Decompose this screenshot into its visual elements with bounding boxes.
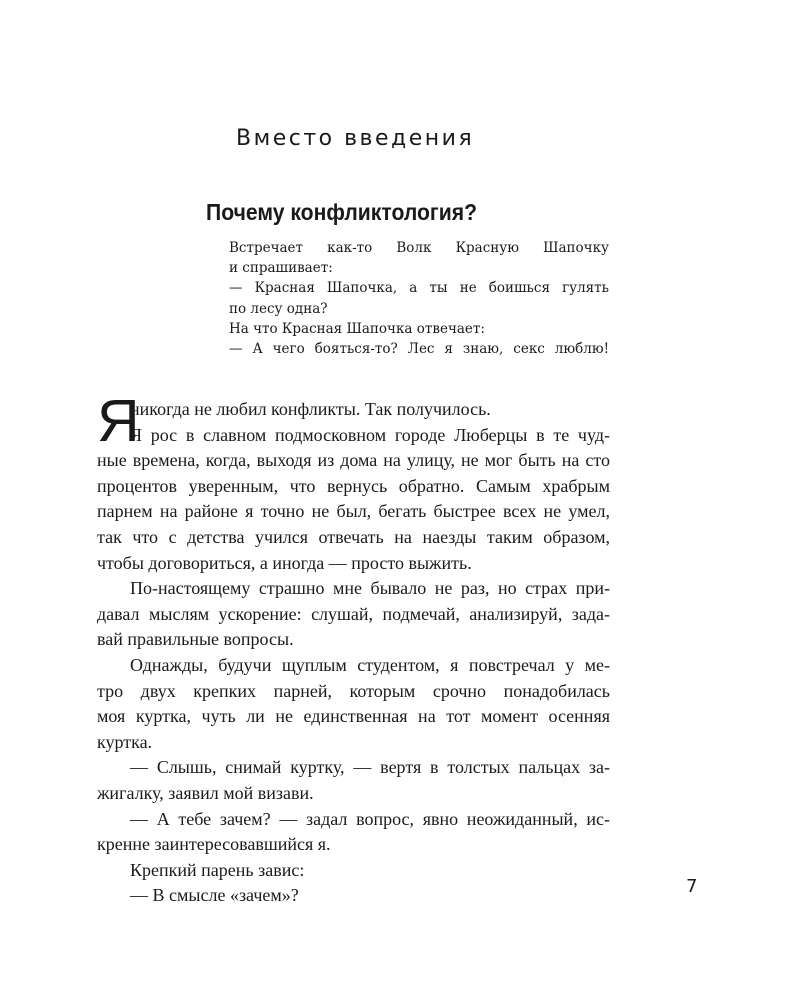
body-line: По-настоящему страшно мне бывало не раз, но страх при-	[130, 578, 610, 599]
page-number: 7	[686, 876, 698, 897]
body-line: куртка.	[97, 731, 153, 752]
drop-cap: Я	[97, 388, 140, 454]
body-line: вай правильные вопросы.	[97, 629, 294, 650]
body-line: — А тебе зачем? — задал вопрос, явно неожиданный, ис-	[130, 808, 610, 829]
epigraph-line: Встречает как-то Волк Красную Шапочку	[229, 240, 609, 256]
epigraph-line: и спрашивает:	[229, 260, 333, 277]
section-title: Почему конфликтология?	[206, 199, 477, 225]
body-line: ные времена, когда, выходя из дома на улицу, не мог быть на сто	[97, 450, 610, 471]
body-line: давал мыслям ускорение: слушай, подмечай, анализируй, зада-	[97, 603, 610, 624]
body-line: — Слышь, снимай куртку, — вертя в толстых пальцах за-	[130, 757, 610, 778]
epigraph	[229, 238, 609, 359]
body-line: моя куртка, чуть ли не единственная на тот момент осенняя	[97, 706, 610, 727]
epigraph-line: по лесу одна?	[229, 300, 328, 317]
body-line: кренне заинтересовавшийся я.	[97, 834, 331, 855]
body-line: никогда не любил конфликты. Так получилось.	[130, 399, 491, 419]
chapter-title: Вместо введения	[236, 126, 475, 151]
epigraph-line: — Красная Шапочка, а ты не боишься гулять	[229, 280, 609, 297]
body-line: Однажды, будучи щуплым студентом, я повстречал у ме-	[130, 654, 610, 675]
first-paragraph-lead	[130, 397, 610, 448]
epigraph-line: На что Красная Шапочка отвечает:	[229, 320, 485, 337]
body-line: чтобы договориться, а иногда — просто выжить.	[97, 552, 472, 573]
epigraph-line: — А чего бояться-то? Лес я знаю, секс люблю!	[229, 341, 609, 358]
body-line: Крепкий парень завис:	[130, 859, 305, 880]
body-line: Я рос в славном подмосковном городе Люберцы в те чуд-	[130, 424, 610, 445]
body-line: — В смысле «зачем»?	[130, 885, 299, 906]
body-line: тро двух крепких парней, которым срочно понадобилась	[97, 680, 610, 701]
body-line: так что с детства учился отвечать на наезды таким образом,	[97, 526, 610, 547]
body-line: жигалку, заявил мой визави.	[97, 782, 314, 803]
body-line: парнем на районе я точно не был, бегать быстрее всех не умел,	[97, 501, 610, 522]
body-line: процентов уверенным, что вернусь обратно. Самым храбрым	[97, 475, 610, 496]
body-text	[97, 448, 610, 909]
